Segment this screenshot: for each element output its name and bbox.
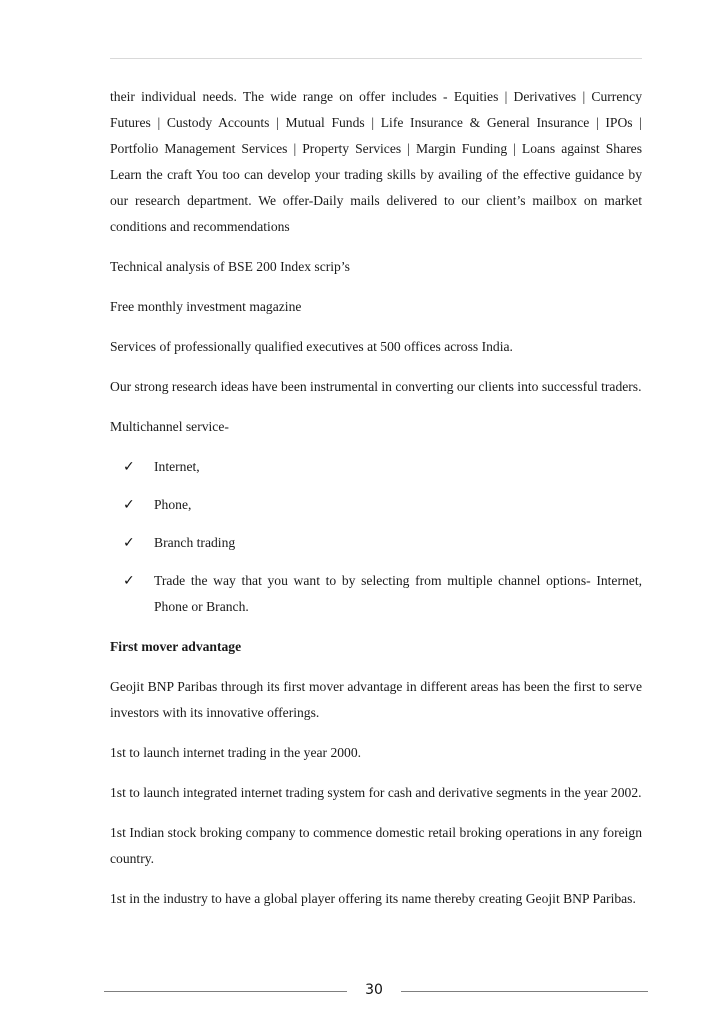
- offerings-paragraph: their individual needs. The wide range on offer includes - Equities | Derivatives | Currency Futures | Custody Accounts | Mutual Funds | Life Insurance & General Insurance | IPOs | Portfolio Management Services | Property Services | Margin Funding | Loans against Shares Learn the craft You too can develop your trading skills by availing of the effective guidance by our research department. We offer-Daily mails delivered to our client’s mailbox on market conditions and recommendations: [110, 89, 642, 234]
- list-item-text: Internet,: [154, 459, 200, 474]
- research-paragraph: Our strong research ideas have been instrumental in converting our clients into successful traders.: [110, 379, 642, 394]
- page-number: 30: [365, 982, 383, 998]
- list-item: [110, 568, 642, 620]
- executives-paragraph: Services of professionally qualified executives at 500 offices across India.: [110, 339, 513, 354]
- checkmark-icon: ✓: [123, 535, 135, 551]
- list-item-text: Branch trading: [154, 535, 236, 550]
- section-heading: First mover advantage: [110, 639, 242, 654]
- integrated-system-paragraph: 1st to launch integrated internet trading system for cash and derivative segments in the year 2002.: [110, 785, 642, 800]
- list-item: [110, 492, 642, 518]
- footer-rule-right: [401, 991, 648, 992]
- internet-trading-paragraph: 1st to launch internet trading in the year 2000.: [110, 745, 362, 760]
- global-player-paragraph: 1st in the industry to have a global player offering its name thereby creating Geojit BNP Paribas.: [110, 891, 636, 906]
- list-item: [110, 530, 642, 556]
- foreign-operations-paragraph: 1st Indian stock broking company to commence domestic retail broking operations in any foreign country.: [110, 825, 642, 866]
- page-footer: [110, 980, 648, 1004]
- magazine-paragraph: Free monthly investment magazine: [110, 299, 302, 314]
- page-body: [110, 84, 642, 926]
- header-rule: [110, 58, 642, 59]
- technical-analysis-paragraph: Technical analysis of BSE 200 Index scrip’s: [110, 259, 350, 274]
- list-item: [110, 454, 642, 480]
- checkmark-icon: ✓: [123, 459, 135, 475]
- first-mover-paragraph: Geojit BNP Paribas through its first mover advantage in different areas has been the first to serve investors with its innovative offerings.: [110, 679, 642, 720]
- list-item-text: Trade the way that you want to by selecting from multiple channel options- Internet, Phone or Branch.: [154, 573, 642, 614]
- checkmark-icon: ✓: [123, 497, 135, 513]
- multichannel-paragraph: Multichannel service-: [110, 419, 229, 434]
- checkmark-icon: ✓: [123, 573, 135, 589]
- multichannel-list: [110, 454, 642, 620]
- footer-rule-left: [104, 991, 347, 992]
- list-item-text: Phone,: [154, 497, 192, 512]
